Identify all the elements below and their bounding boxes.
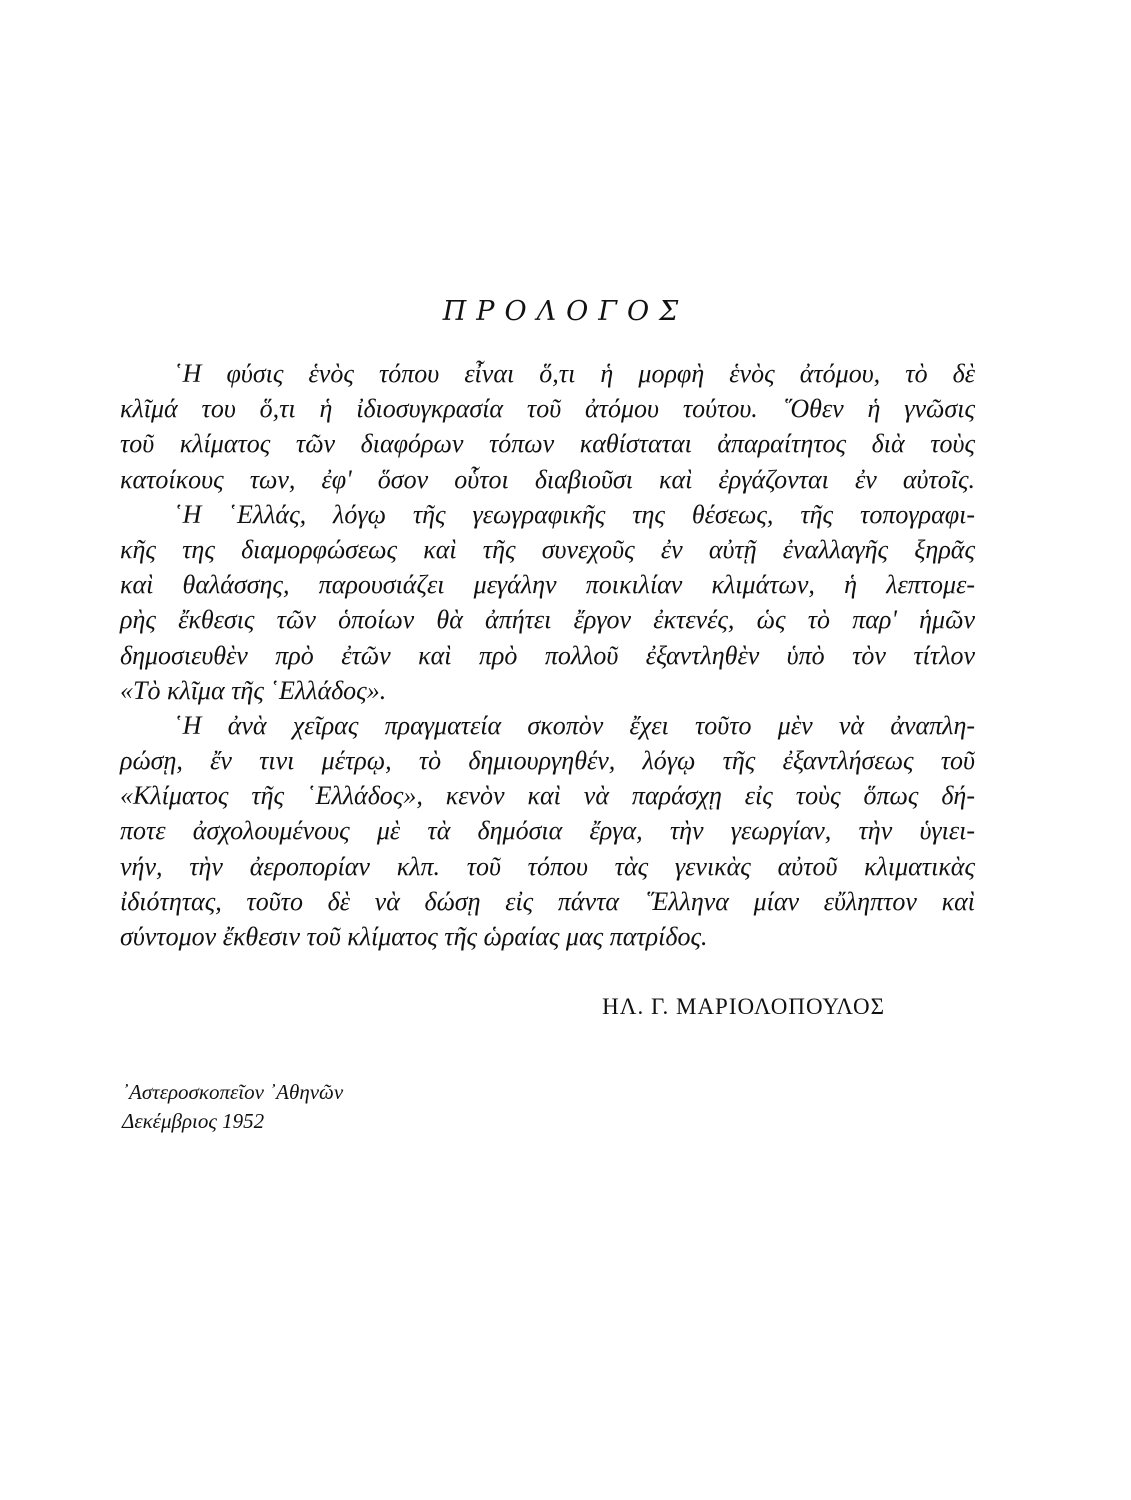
author-signature: ΗΛ. Γ. ΜΑΡΙΟΛΟΠΟΥΛΟΣ: [602, 994, 885, 1019]
text-line: ρώσῃ, ἔν τινι μέτρῳ, τὸ δημιουργηθέν, λόγῳ τῆς ἐξαντλήσεως τοῦ: [120, 746, 975, 776]
text-line: «Κλίματος τῆς ῾Ελλάδος», κενὸν καὶ νὰ παράσχῃ εἰς τοὺς ὅπως δή-: [120, 781, 975, 811]
date: Δεκέμβριος 1952: [122, 1109, 265, 1133]
text-line: κῆς της διαμορφώσεως καὶ τῆς συνεχοῦς ἐν αὐτῇ ἐναλλαγῆς ξηρᾶς: [120, 534, 975, 564]
text-line: τοῦ κλίματος τῶν διαφόρων τόπων καθίσταται ἀπαραίτητος διὰ τοὺς: [120, 429, 975, 459]
place: ᾿Αστεροσκοπεῖον ᾿Αθηνῶν: [122, 1080, 344, 1104]
page-title: ΠΡΟΛΟΓΟΣ: [442, 296, 689, 327]
text-line: καὶ θαλάσσης, παρουσιάζει μεγάλην ποικιλίαν κλιμάτων, ἡ λεπτομε-: [120, 570, 975, 600]
text-line: κλῖμά του ὅ,τι ἡ ἰδιοσυγκρασία τοῦ ἀτόμου τούτου. ῞Οθεν ἡ γνῶσις: [120, 394, 975, 424]
text-line: ρὴς ἔκθεσις τῶν ὁποίων θὰ ἀπήτει ἔργον ἐκτενές, ὡς τὸ παρ' ἡμῶν: [120, 605, 975, 635]
text-line: ῾Η ῾Ελλάς, λόγῳ τῆς γεωγραφικῆς της θέσεως, τῆς τοπογραφι-: [174, 499, 975, 529]
text-line: δημοσιευθὲν πρὸ ἐτῶν καὶ πρὸ πολλοῦ ἐξαντληθὲν ὑπὸ τὸν τίτλον: [120, 640, 975, 670]
preface-body: [120, 356, 975, 954]
text-line: ἰδιότητας, τοῦτο δὲ νὰ δώσῃ εἰς πάντα ῞Ελληνα μίαν εὔληπτον καὶ: [120, 886, 975, 916]
text-line: ῾Η ἀνὰ χεῖρας πραγματεία σκοπὸν ἔχει τοῦτο μὲν νὰ ἀναπλη-: [174, 710, 975, 740]
text-line: «Τὸ κλῖμα τῆς ῾Ελλάδος».: [120, 675, 387, 705]
place-date-block: [122, 1078, 343, 1136]
text-line: κατοίκους των, ἐφ' ὅσον οὗτοι διαβιοῦσι καὶ ἐργάζονται ἐν αὐτοῖς.: [120, 464, 975, 494]
text-line: ῾Η φύσις ἑνὸς τόπου εἶναι ὅ,τι ἡ μορφὴ ἑνὸς ἀτόμου, τὸ δὲ: [174, 359, 975, 388]
text-line: ποτε ἀσχολουμένους μὲ τὰ δημόσια ἔργα, τὴν γεωργίαν, τὴν ὑγιει-: [120, 816, 975, 846]
text-line: νήν, τὴν ἀεροπορίαν κλπ. τοῦ τόπου τὰς γενικὰς αὐτοῦ κλιματικὰς: [120, 851, 975, 881]
text-line: σύντομον ἔκθεσιν τοῦ κλίματος τῆς ὡραίας μας πατρίδος.: [120, 922, 708, 951]
